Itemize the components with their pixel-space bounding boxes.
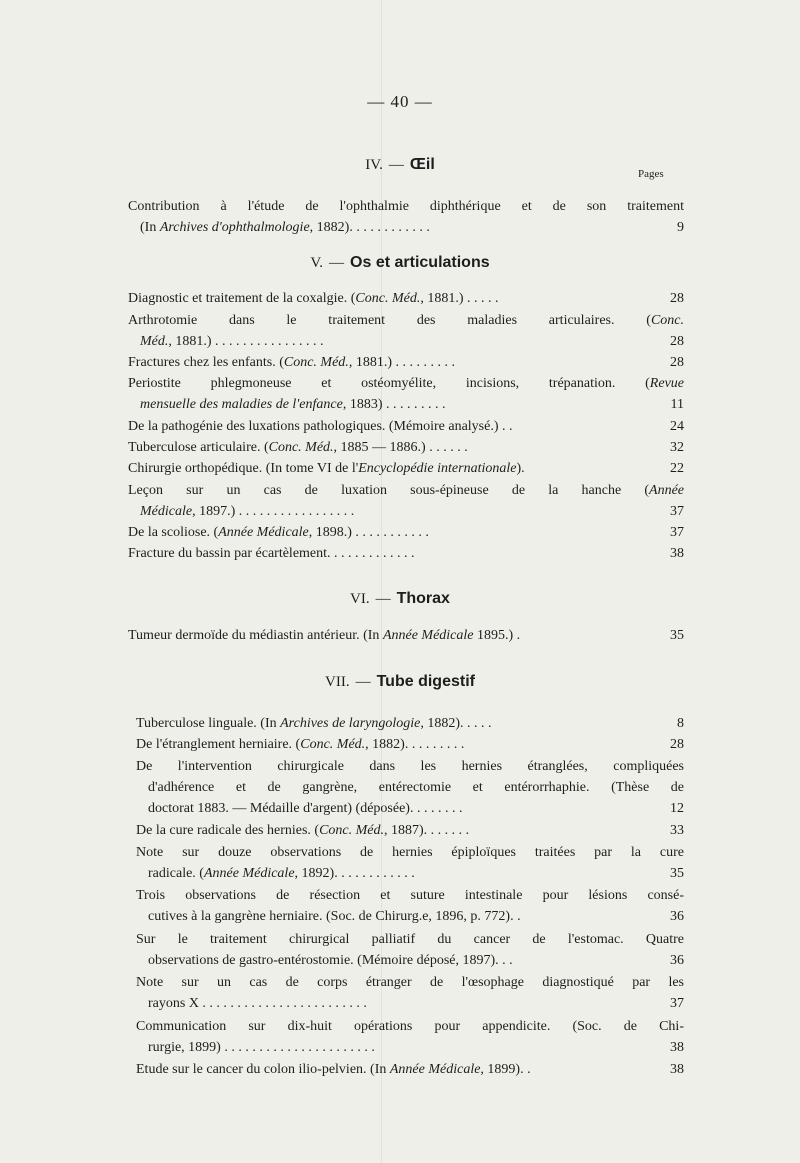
entry-line: De la cure radicale des hernies. (Conc. Méd., 1887). . . . . . . 33	[136, 820, 684, 841]
section-dash: —	[329, 255, 345, 271]
section-name: Os et articulations	[350, 254, 490, 271]
section-number: IV.	[365, 157, 383, 173]
bibliography-entry	[136, 885, 684, 927]
section-number: VI.	[350, 591, 370, 607]
page-reference: 28	[670, 737, 684, 752]
bibliography-entry	[128, 522, 684, 543]
entry-line: Tuberculose articulaire. (Conc. Méd., 1885 — 1886.) . . . . . . 32	[128, 437, 684, 458]
bibliography-entry	[136, 929, 684, 971]
section-dash: —	[388, 157, 404, 173]
bibliography-entry	[128, 437, 684, 458]
page-reference: 38	[670, 1062, 684, 1077]
bibliography-entry	[136, 820, 684, 841]
page-reference: 38	[670, 546, 684, 561]
entry-line: rurgie, 1899) . . . . . . . . . . . . . . . . . . . . . . 38	[136, 1037, 684, 1058]
entry-line: Diagnostic et traitement de la coxalgie. (Conc. Méd., 1881.) . . . . . 28	[128, 288, 684, 309]
bibliography-entry	[136, 842, 684, 884]
entry-line: observations de gastro-entérostomie. (Mémoire déposé, 1897). . . 36	[136, 950, 684, 971]
page-reference: 22	[670, 461, 684, 476]
pages-column-label: Pages	[638, 168, 664, 180]
bibliography-entry	[128, 480, 684, 522]
entry-line: Méd., 1881.) . . . . . . . . . . . . . . . . 28	[128, 331, 684, 352]
entry-line: Note sur douze observations de hernies épiploïques traitées par la cure	[136, 845, 684, 860]
section-number: VII.	[325, 674, 350, 690]
entry-line: De l'étranglement herniaire. (Conc. Méd., 1882). . . . . . . . . 28	[136, 734, 684, 755]
entry-line: radicale. (Année Médicale, 1892). . . . . . . . . . . . 35	[136, 863, 684, 884]
section-name: Tube digestif	[376, 673, 475, 690]
entry-line: doctorat 1883. — Médaille d'argent) (déposée). . . . . . . . 12	[136, 798, 684, 819]
entry-line: Tuberculose linguale. (In Archives de laryngologie, 1882). . . . . 8	[136, 713, 684, 734]
page-reference: 28	[670, 334, 684, 349]
entry-line: Etude sur le cancer du colon ilio-pelvien. (In Année Médicale, 1899). . 38	[136, 1059, 684, 1080]
bibliography-entry	[128, 625, 684, 646]
page-reference: 38	[670, 1040, 684, 1055]
page-reference: 37	[670, 996, 684, 1011]
section-name: Œil	[409, 156, 435, 173]
entry-line: Note sur un cas de corps étranger de l'œsophage diagnostiqué par les	[136, 975, 684, 990]
bibliography-entry	[136, 1059, 684, 1080]
page-reference: 9	[677, 220, 684, 235]
page-reference: 35	[670, 866, 684, 881]
section-title-thorax	[0, 590, 800, 608]
entry-line: Fractures chez les enfants. (Conc. Méd., 1881.) . . . . . . . . . 28	[128, 352, 684, 373]
entry-line: Trois observations de résection et suture intestinale pour lésions consé-	[136, 888, 684, 903]
entry-line: De la pathogénie des luxations pathologiques. (Mémoire analysé.) . . 24	[128, 416, 684, 437]
entry-line: (In Archives d'ophthalmologie, 1882). . . . . . . . . . . . 9	[128, 217, 684, 238]
entry-line: De la scoliose. (Année Médicale, 1898.) . . . . . . . . . . . 37	[128, 522, 684, 543]
bibliography-entry	[128, 352, 684, 373]
bibliography-entry	[128, 458, 684, 479]
entry-line: Communication sur dix-huit opérations pour appendicite. (Soc. de Chi-	[136, 1019, 684, 1034]
entry-line: Sur le traitement chirurgical palliatif du cancer de l'estomac. Quatre	[136, 932, 684, 947]
bibliography-entry	[136, 756, 684, 819]
bibliography-entry	[136, 713, 684, 734]
entry-line: rayons X . . . . . . . . . . . . . . . . . . . . . . . . 37	[136, 993, 684, 1014]
page-reference: 11	[670, 397, 684, 412]
bibliography-entry	[128, 416, 684, 437]
section-number: V.	[310, 255, 324, 271]
page-reference: 36	[670, 953, 684, 968]
bibliography-entry	[128, 196, 684, 238]
page-reference: 32	[670, 440, 684, 455]
section-dash: —	[355, 674, 371, 690]
section-title-bones	[0, 254, 800, 272]
bibliography-entry	[128, 310, 684, 352]
bibliography-entry	[136, 972, 684, 1014]
entry-line: cutives à la gangrène herniaire. (Soc. de Chirurg.e, 1896, p. 772). . 36	[136, 906, 684, 927]
page-reference: 28	[670, 355, 684, 370]
entry-line: d'adhérence et de gangrène, entérectomie et entérorrhaphie. (Thèse de	[148, 780, 684, 795]
entry-line: Chirurgie orthopédique. (In tome VI de l'Encyclopédie internationale). 22	[128, 458, 684, 479]
page-number: — 40 —	[367, 92, 433, 111]
section-title-digestive	[0, 673, 800, 691]
page-reference: 37	[670, 525, 684, 540]
bibliography-entry	[136, 734, 684, 755]
entry-line: Periostite phlegmoneuse et ostéomyélite, incisions, trépanation. (Revue	[128, 376, 684, 391]
section-dash: —	[375, 591, 391, 607]
page-reference: 35	[670, 628, 684, 643]
section-name: Thorax	[396, 590, 450, 607]
bibliography-entry	[128, 373, 684, 415]
page-reference: 24	[670, 419, 684, 434]
entry-line: mensuelle des maladies de l'enfance, 1883) . . . . . . . . . 11	[128, 394, 684, 415]
entry-line: De l'intervention chirurgicale dans les hernies étranglées, compliquées	[136, 759, 684, 774]
entry-line: Contribution à l'étude de l'ophthalmie diphthérique et de son traitement	[128, 199, 684, 214]
section-title-eye	[0, 156, 800, 174]
bibliography-entry	[128, 543, 684, 564]
entry-line: Fracture du bassin par écartèlement. . . . . . . . . . . . . 38	[128, 543, 684, 564]
page-reference: 37	[670, 504, 684, 519]
entry-line: Arthrotomie dans le traitement des maladies articulaires. (Conc.	[128, 313, 684, 328]
page-reference: 28	[670, 291, 684, 306]
bibliography-entry	[128, 288, 684, 309]
entry-line: Médicale, 1897.) . . . . . . . . . . . . . . . . . 37	[128, 501, 684, 522]
page-reference: 12	[670, 801, 684, 816]
page-reference: 36	[670, 909, 684, 924]
page-reference: 33	[670, 823, 684, 838]
bibliography-entry	[136, 1016, 684, 1058]
page-reference: 8	[677, 716, 684, 731]
entry-line: Leçon sur un cas de luxation sous-épineuse de la hanche (Année	[128, 483, 684, 498]
entry-line: Tumeur dermoïde du médiastin antérieur. (In Année Médicale 1895.) . 35	[128, 625, 684, 646]
